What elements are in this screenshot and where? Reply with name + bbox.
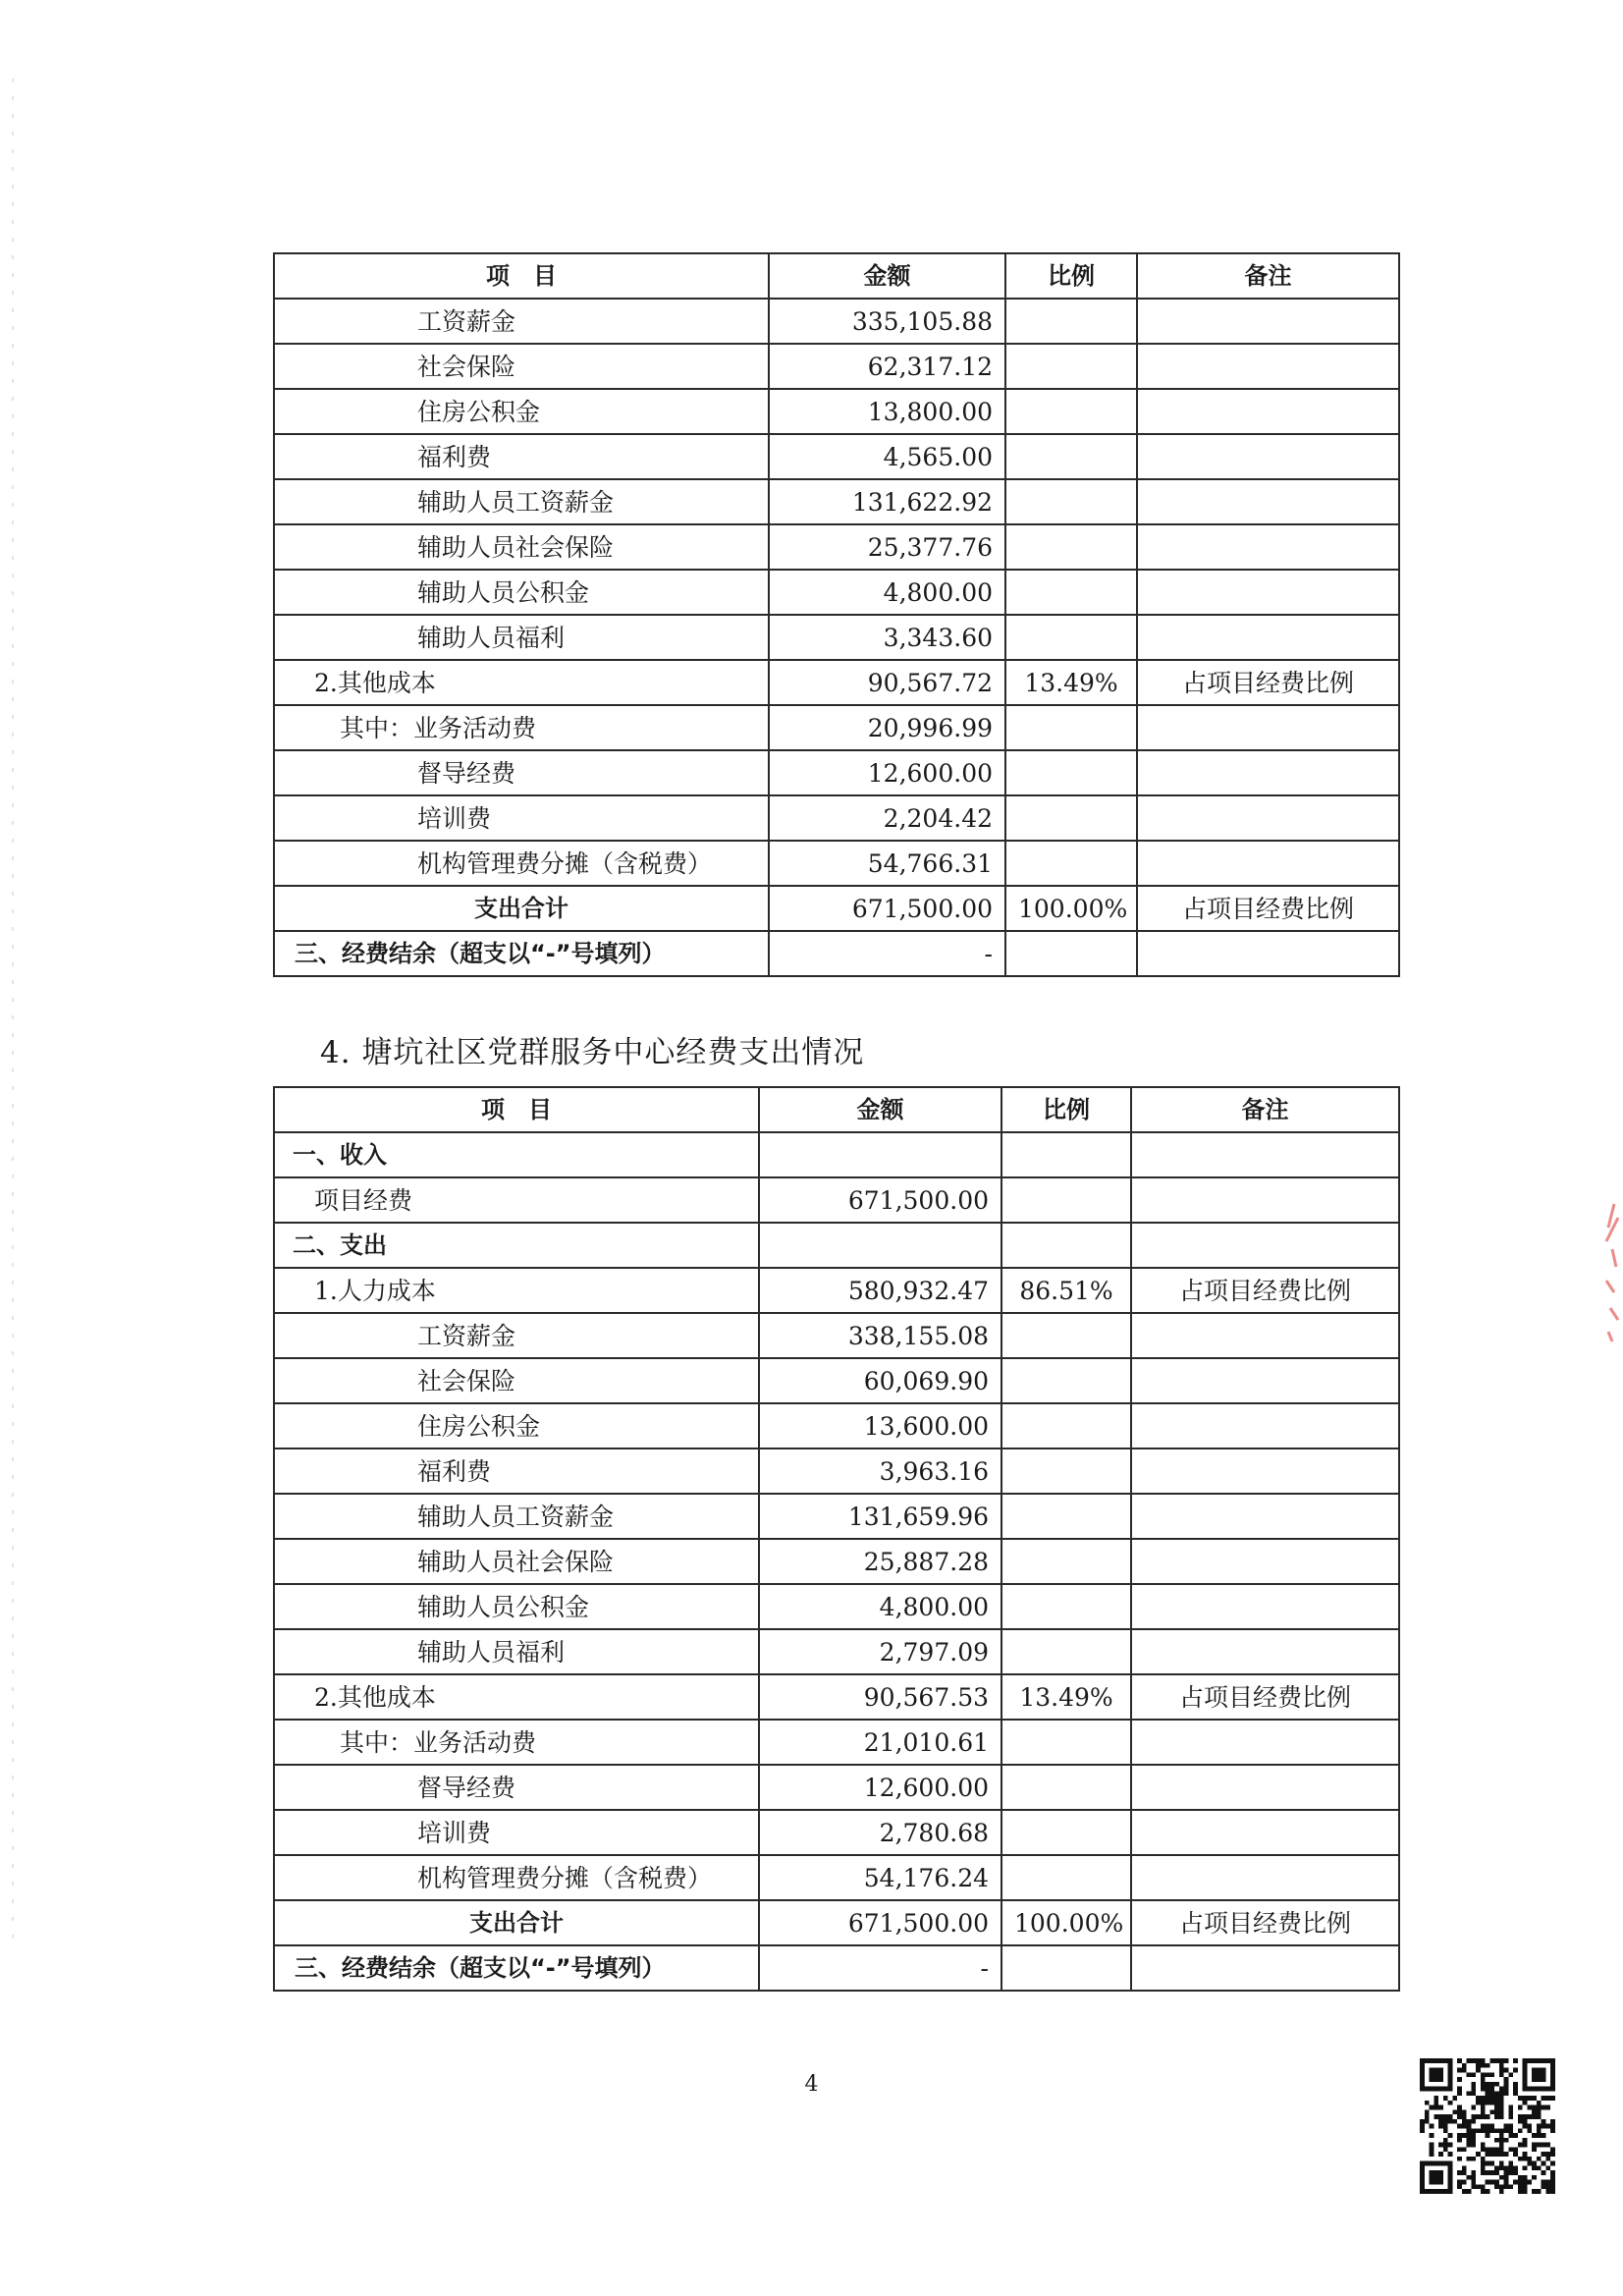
table-row bbox=[274, 1177, 1399, 1223]
note-cell bbox=[1131, 1403, 1399, 1449]
table-row bbox=[274, 1810, 1399, 1855]
item-cell: 辅助人员公积金 bbox=[274, 1584, 759, 1629]
table-row bbox=[274, 1765, 1399, 1810]
item-cell: 2.其他成本 bbox=[274, 1674, 759, 1720]
item-cell: 社会保险 bbox=[274, 344, 769, 389]
amount-cell: 131,622.92 bbox=[769, 479, 1005, 524]
note-cell bbox=[1137, 389, 1399, 434]
ratio-cell bbox=[1001, 1945, 1131, 1991]
table-row bbox=[274, 1223, 1399, 1268]
amount-cell: 4,800.00 bbox=[769, 570, 1005, 615]
note-cell bbox=[1131, 1449, 1399, 1494]
ratio-cell bbox=[1001, 1313, 1131, 1358]
item-cell: 辅助人员工资薪金 bbox=[274, 1494, 759, 1539]
ratio-cell bbox=[1005, 705, 1137, 750]
table-row bbox=[274, 344, 1399, 389]
item-cell: 其中：业务活动费 bbox=[274, 1720, 759, 1765]
table-row bbox=[274, 1313, 1399, 1358]
note-cell bbox=[1137, 615, 1399, 660]
note-cell: 占项目经费比例 bbox=[1131, 1268, 1399, 1313]
amount-cell bbox=[759, 1132, 1001, 1177]
table-row bbox=[274, 1449, 1399, 1494]
ratio-cell: 13.49% bbox=[1005, 660, 1137, 705]
note-cell: 占项目经费比例 bbox=[1137, 886, 1399, 931]
table-row bbox=[274, 931, 1399, 976]
ratio-cell bbox=[1001, 1584, 1131, 1629]
item-cell: 三、经费结余（超支以“-”号填列） bbox=[274, 931, 769, 976]
ratio-cell bbox=[1001, 1449, 1131, 1494]
note-cell bbox=[1131, 1855, 1399, 1900]
note-cell bbox=[1131, 1539, 1399, 1584]
ratio-cell bbox=[1001, 1358, 1131, 1403]
amount-cell: 4,800.00 bbox=[759, 1584, 1001, 1629]
amount-cell: - bbox=[769, 931, 1005, 976]
item-cell: 培训费 bbox=[274, 1810, 759, 1855]
table-row bbox=[274, 795, 1399, 841]
note-cell bbox=[1137, 931, 1399, 976]
ratio-cell bbox=[1001, 1720, 1131, 1765]
ratio-cell bbox=[1005, 344, 1137, 389]
ratio-cell bbox=[1001, 1765, 1131, 1810]
ratio-cell bbox=[1005, 615, 1137, 660]
scan-margin-mark bbox=[10, 79, 16, 1944]
amount-cell: 671,500.00 bbox=[759, 1177, 1001, 1223]
table-row bbox=[274, 570, 1399, 615]
note-cell bbox=[1131, 1177, 1399, 1223]
amount-cell: 3,963.16 bbox=[759, 1449, 1001, 1494]
header-item: 项 目 bbox=[274, 1087, 759, 1132]
table-row bbox=[274, 479, 1399, 524]
note-cell bbox=[1131, 1358, 1399, 1403]
ratio-cell: 100.00% bbox=[1005, 886, 1137, 931]
amount-cell: 2,797.09 bbox=[759, 1629, 1001, 1674]
note-cell bbox=[1137, 524, 1399, 570]
note-cell bbox=[1137, 750, 1399, 795]
note-cell bbox=[1131, 1494, 1399, 1539]
item-cell: 督导经费 bbox=[274, 1765, 759, 1810]
item-cell: 辅助人员福利 bbox=[274, 1629, 759, 1674]
note-cell bbox=[1137, 570, 1399, 615]
header-amount: 金额 bbox=[759, 1087, 1001, 1132]
item-cell: 福利费 bbox=[274, 434, 769, 479]
note-cell bbox=[1131, 1765, 1399, 1810]
amount-cell: 12,600.00 bbox=[759, 1765, 1001, 1810]
amount-cell: 131,659.96 bbox=[759, 1494, 1001, 1539]
item-cell: 机构管理费分摊（含税费） bbox=[274, 1855, 759, 1900]
ratio-cell bbox=[1005, 389, 1137, 434]
table-row bbox=[274, 434, 1399, 479]
amount-cell: 671,500.00 bbox=[769, 886, 1005, 931]
ratio-cell bbox=[1001, 1494, 1131, 1539]
amount-cell: 90,567.53 bbox=[759, 1674, 1001, 1720]
ratio-cell: 100.00% bbox=[1001, 1900, 1131, 1945]
item-cell: 支出合计 bbox=[274, 1900, 759, 1945]
table-row bbox=[274, 886, 1399, 931]
amount-cell: 62,317.12 bbox=[769, 344, 1005, 389]
header-amount: 金额 bbox=[769, 253, 1005, 299]
table-row bbox=[274, 750, 1399, 795]
table-row bbox=[274, 1900, 1399, 1945]
item-cell: 住房公积金 bbox=[274, 1403, 759, 1449]
expense-table-continued bbox=[273, 252, 1400, 977]
note-cell bbox=[1131, 1132, 1399, 1177]
item-cell: 项目经费 bbox=[274, 1177, 759, 1223]
table-row bbox=[274, 524, 1399, 570]
amount-cell: 54,766.31 bbox=[769, 841, 1005, 886]
amount-cell: 60,069.90 bbox=[759, 1358, 1001, 1403]
table-row bbox=[274, 1132, 1399, 1177]
ratio-cell bbox=[1001, 1403, 1131, 1449]
table-row bbox=[274, 1855, 1399, 1900]
ratio-cell bbox=[1005, 299, 1137, 344]
ratio-cell bbox=[1005, 479, 1137, 524]
item-cell: 辅助人员社会保险 bbox=[274, 1539, 759, 1584]
table-row bbox=[274, 1720, 1399, 1765]
table-row bbox=[274, 841, 1399, 886]
amount-cell: 25,887.28 bbox=[759, 1539, 1001, 1584]
item-cell: 辅助人员工资薪金 bbox=[274, 479, 769, 524]
item-cell: 住房公积金 bbox=[274, 389, 769, 434]
ratio-cell bbox=[1001, 1539, 1131, 1584]
note-cell: 占项目经费比例 bbox=[1131, 1674, 1399, 1720]
item-cell: 社会保险 bbox=[274, 1358, 759, 1403]
amount-cell: 20,996.99 bbox=[769, 705, 1005, 750]
item-cell: 辅助人员社会保险 bbox=[274, 524, 769, 570]
tangkeng-expense-table bbox=[273, 1086, 1400, 1992]
ratio-cell bbox=[1005, 841, 1137, 886]
item-cell: 2.其他成本 bbox=[274, 660, 769, 705]
note-cell bbox=[1131, 1629, 1399, 1674]
header-note: 备注 bbox=[1131, 1087, 1399, 1132]
amount-cell: 21,010.61 bbox=[759, 1720, 1001, 1765]
amount-cell: 4,565.00 bbox=[769, 434, 1005, 479]
ratio-cell bbox=[1005, 931, 1137, 976]
table-row bbox=[274, 389, 1399, 434]
amount-cell: 3,343.60 bbox=[769, 615, 1005, 660]
note-cell bbox=[1137, 479, 1399, 524]
ratio-cell: 86.51% bbox=[1001, 1268, 1131, 1313]
note-cell bbox=[1137, 344, 1399, 389]
ratio-cell bbox=[1001, 1177, 1131, 1223]
ratio-cell bbox=[1001, 1629, 1131, 1674]
amount-cell: 12,600.00 bbox=[769, 750, 1005, 795]
item-cell: 督导经费 bbox=[274, 750, 769, 795]
ratio-cell bbox=[1001, 1132, 1131, 1177]
note-cell bbox=[1131, 1720, 1399, 1765]
amount-cell: 338,155.08 bbox=[759, 1313, 1001, 1358]
table-row bbox=[274, 1674, 1399, 1720]
ratio-cell bbox=[1001, 1223, 1131, 1268]
qr-code-icon[interactable] bbox=[1420, 2058, 1555, 2194]
ratio-cell bbox=[1005, 434, 1137, 479]
item-cell: 支出合计 bbox=[274, 886, 769, 931]
item-cell: 三、经费结余（超支以“-”号填列） bbox=[274, 1945, 759, 1991]
amount-cell: 25,377.76 bbox=[769, 524, 1005, 570]
table-header-row bbox=[274, 1087, 1399, 1132]
note-cell bbox=[1137, 795, 1399, 841]
item-cell: 工资薪金 bbox=[274, 1313, 759, 1358]
table-row bbox=[274, 1494, 1399, 1539]
table-row bbox=[274, 615, 1399, 660]
note-cell bbox=[1137, 299, 1399, 344]
note-cell bbox=[1131, 1945, 1399, 1991]
table2-body bbox=[274, 1087, 1399, 1991]
ratio-cell bbox=[1005, 795, 1137, 841]
table-header-row bbox=[274, 253, 1399, 299]
item-cell: 工资薪金 bbox=[274, 299, 769, 344]
item-cell: 1.人力成本 bbox=[274, 1268, 759, 1313]
note-cell: 占项目经费比例 bbox=[1131, 1900, 1399, 1945]
header-item: 项 目 bbox=[274, 253, 769, 299]
table-row bbox=[274, 1945, 1399, 1991]
header-ratio: 比例 bbox=[1001, 1087, 1131, 1132]
ratio-cell: 13.49% bbox=[1001, 1674, 1131, 1720]
note-cell bbox=[1131, 1810, 1399, 1855]
amount-cell: - bbox=[759, 1945, 1001, 1991]
table-row bbox=[274, 1539, 1399, 1584]
item-cell: 福利费 bbox=[274, 1449, 759, 1494]
note-cell bbox=[1131, 1223, 1399, 1268]
table-row bbox=[274, 299, 1399, 344]
seal-edge-mark bbox=[1600, 1198, 1623, 1345]
ratio-cell bbox=[1001, 1810, 1131, 1855]
table-row bbox=[274, 1629, 1399, 1674]
note-cell bbox=[1131, 1584, 1399, 1629]
item-cell: 辅助人员福利 bbox=[274, 615, 769, 660]
amount-cell: 2,780.68 bbox=[759, 1810, 1001, 1855]
ratio-cell bbox=[1005, 750, 1137, 795]
ratio-cell bbox=[1001, 1855, 1131, 1900]
table-row bbox=[274, 1584, 1399, 1629]
note-cell bbox=[1137, 705, 1399, 750]
amount-cell: 13,800.00 bbox=[769, 389, 1005, 434]
note-cell: 占项目经费比例 bbox=[1137, 660, 1399, 705]
amount-cell bbox=[759, 1223, 1001, 1268]
table-row bbox=[274, 1403, 1399, 1449]
note-cell bbox=[1137, 841, 1399, 886]
amount-cell: 580,932.47 bbox=[759, 1268, 1001, 1313]
page-number: 4 bbox=[804, 2072, 819, 2097]
item-cell: 培训费 bbox=[274, 795, 769, 841]
table-row bbox=[274, 1268, 1399, 1313]
table-row bbox=[274, 1358, 1399, 1403]
table1-body bbox=[274, 253, 1399, 976]
item-cell: 辅助人员公积金 bbox=[274, 570, 769, 615]
note-cell bbox=[1137, 434, 1399, 479]
item-cell: 二、支出 bbox=[274, 1223, 759, 1268]
amount-cell: 13,600.00 bbox=[759, 1403, 1001, 1449]
header-ratio: 比例 bbox=[1005, 253, 1137, 299]
amount-cell: 90,567.72 bbox=[769, 660, 1005, 705]
item-cell: 机构管理费分摊（含税费） bbox=[274, 841, 769, 886]
ratio-cell bbox=[1005, 570, 1137, 615]
table-row bbox=[274, 705, 1399, 750]
item-cell: 一、收入 bbox=[274, 1132, 759, 1177]
amount-cell: 54,176.24 bbox=[759, 1855, 1001, 1900]
amount-cell: 671,500.00 bbox=[759, 1900, 1001, 1945]
header-note: 备注 bbox=[1137, 253, 1399, 299]
amount-cell: 335,105.88 bbox=[769, 299, 1005, 344]
note-cell bbox=[1131, 1313, 1399, 1358]
table-row bbox=[274, 660, 1399, 705]
item-cell: 其中：业务活动费 bbox=[274, 705, 769, 750]
amount-cell: 2,204.42 bbox=[769, 795, 1005, 841]
section-title: 4. 塘坑社区党群服务中心经费支出情况 bbox=[320, 1035, 865, 1070]
ratio-cell bbox=[1005, 524, 1137, 570]
